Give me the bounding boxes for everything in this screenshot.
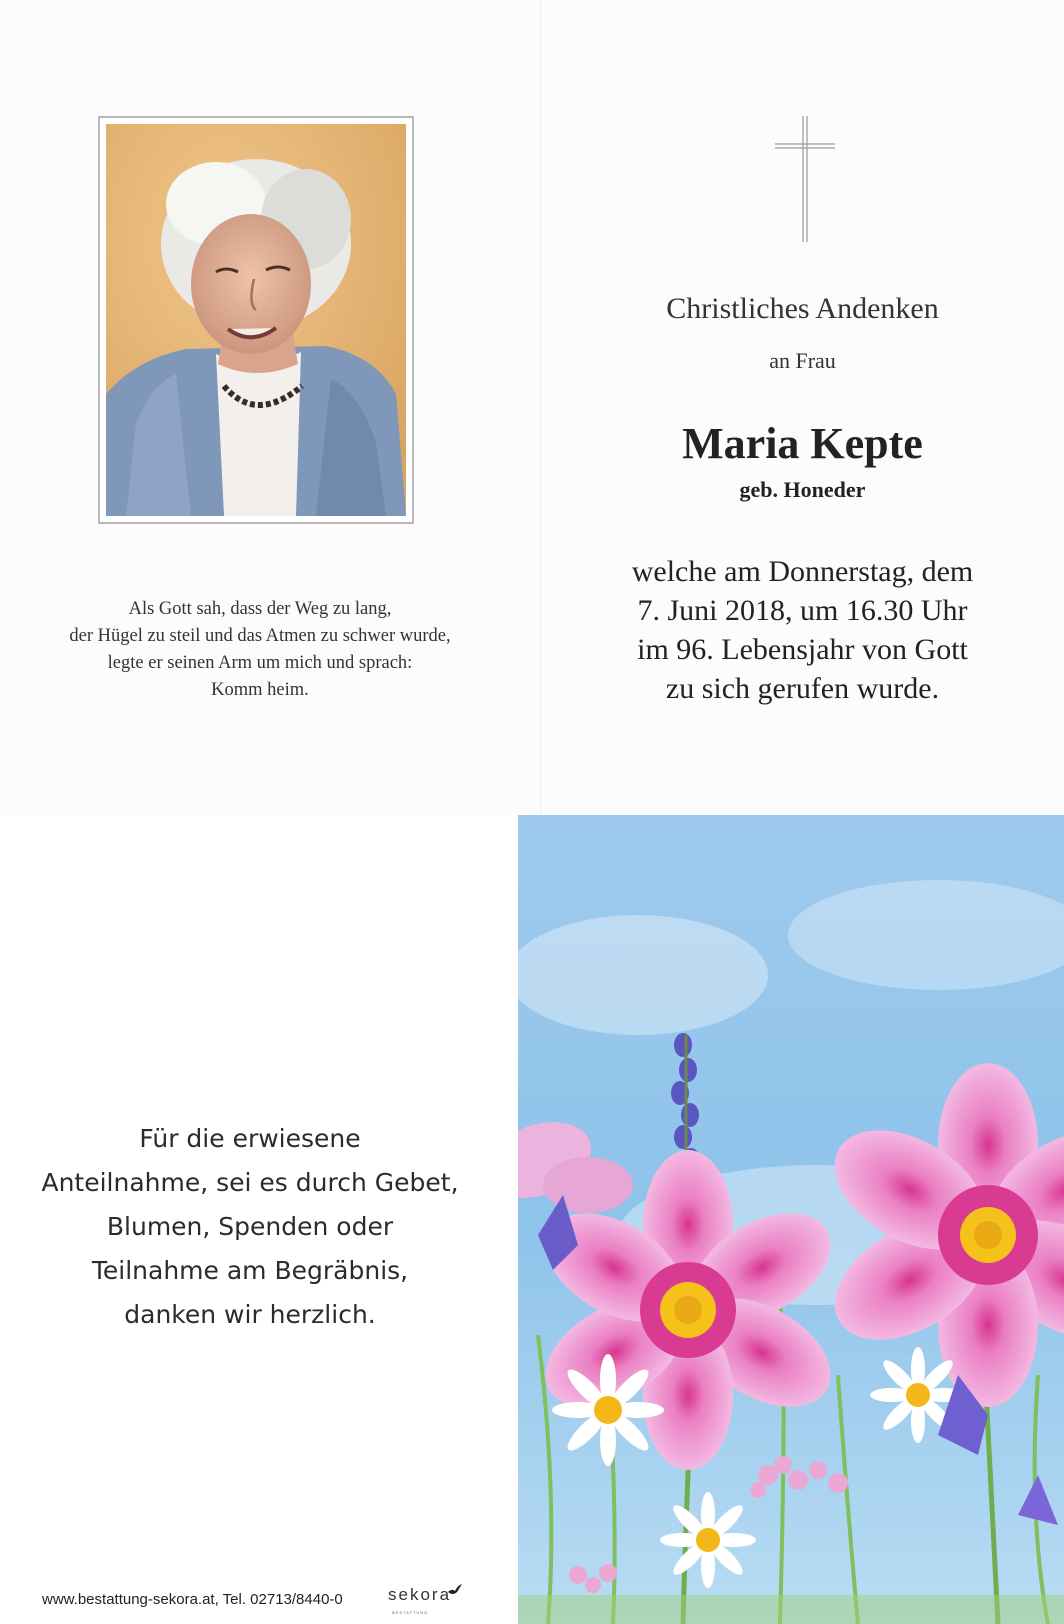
bird-logo-icon [447, 1583, 463, 1597]
photo-page [0, 0, 540, 815]
thanks-text [0, 1117, 500, 1337]
death-line: im 96. Lebensjahr von Gott [637, 633, 968, 666]
death-notice [541, 552, 1064, 708]
portrait-photo [106, 124, 406, 516]
maiden-name: geb. Honeder [739, 477, 866, 502]
thanks-line: Blumen, Spenden oder [106, 1212, 394, 1241]
thanks-line: Teilnahme am Begräbnis, [91, 1256, 409, 1285]
poem-line: der Hügel zu steil und das Atmen zu schwer wurde, [69, 626, 451, 646]
flower-meadow-image [518, 815, 1064, 1624]
death-line: 7. Juni 2018, um 16.30 Uhr [637, 594, 968, 627]
thanks-line: Für die erwiesene [139, 1124, 361, 1153]
cross-icon [773, 114, 837, 244]
thanks-line: danken wir herzlich. [124, 1300, 376, 1329]
memorial-heading: Christliches Andenken [666, 292, 939, 325]
portrait-image [106, 124, 406, 516]
thanks-line: Anteilnahme, sei es durch Gebet, [41, 1168, 459, 1197]
poem-line: legte er seinen Arm um mich und sprach: [107, 653, 413, 673]
memorial-page [541, 0, 1064, 815]
poem-text [20, 596, 500, 704]
poem-line: Komm heim. [211, 680, 309, 700]
footer-contact: www.bestattung-sekora.at, Tel. 02713/8440-0 [42, 1591, 343, 1608]
portrait-frame [98, 116, 414, 524]
salutation: an Frau [769, 348, 836, 373]
poem-line: Als Gott sah, dass der Weg zu lang, [128, 599, 392, 619]
sekora-logo: sekora [388, 1585, 452, 1604]
sekora-logo-sub: BESTATTUNG [392, 1610, 429, 1615]
thanks-page [0, 815, 518, 1624]
flower-cover [518, 815, 1064, 1624]
deceased-name: Maria Kepte [682, 419, 923, 468]
death-line: zu sich gerufen wurde. [665, 672, 940, 705]
death-line: welche am Donnerstag, dem [631, 555, 974, 588]
